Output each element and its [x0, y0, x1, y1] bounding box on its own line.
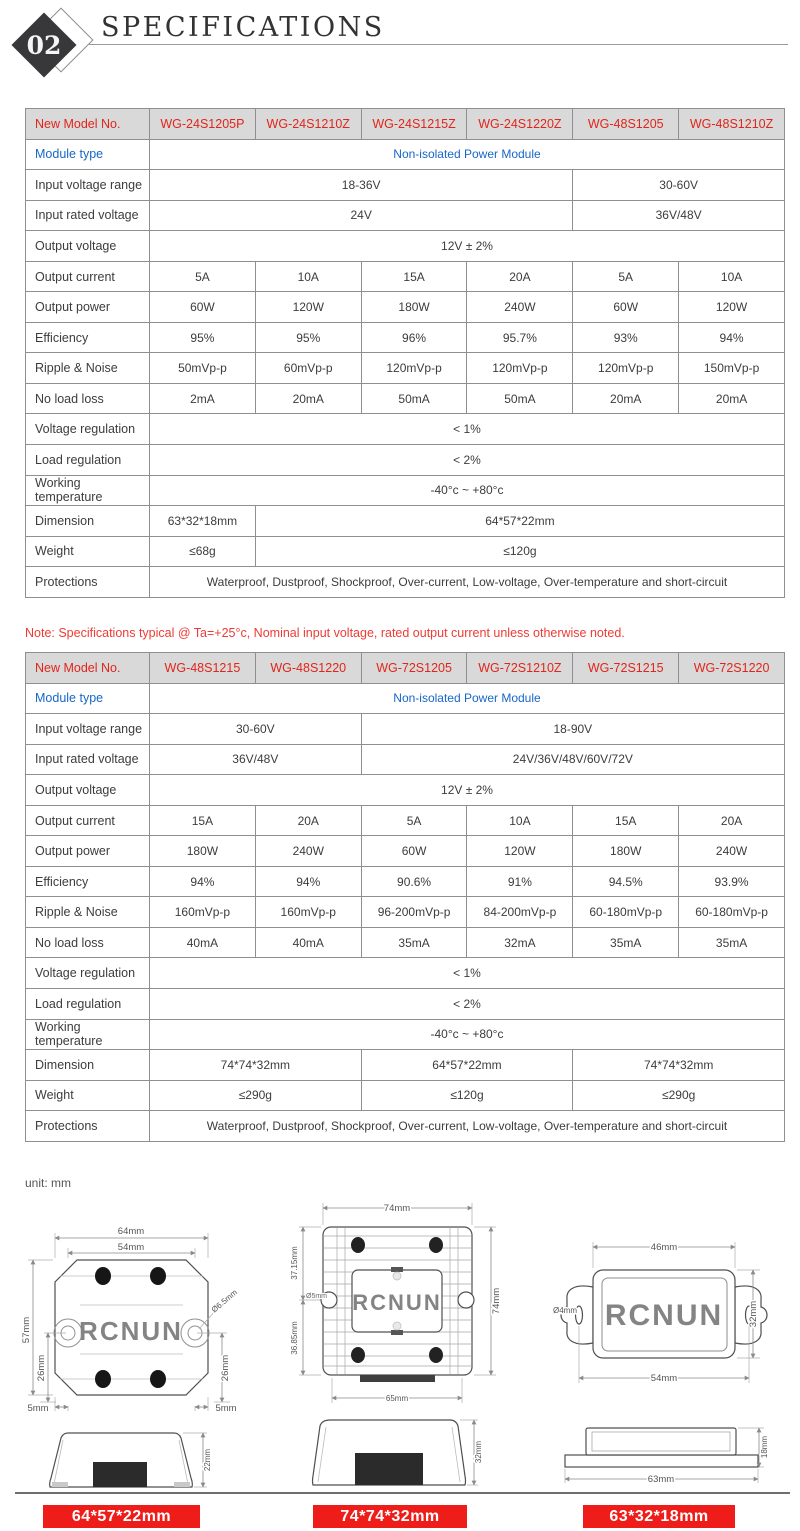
side-view-64x57x22: [50, 1433, 212, 1487]
spec-row: [26, 1050, 785, 1081]
spec-value: Non-isolated Power Module: [150, 683, 785, 714]
spec-value: 63*32*18mm: [150, 506, 256, 537]
dim-label: 26mm: [36, 1354, 47, 1382]
model-name: WG-48S1215: [150, 653, 256, 684]
spec-value: 120W: [679, 292, 785, 323]
spec-value: 180W: [361, 292, 467, 323]
screw-dot: [429, 1237, 443, 1253]
spec-table-1: [25, 108, 785, 598]
spec-value: 5A: [361, 805, 467, 836]
row-label: Input rated voltage: [26, 200, 150, 231]
spec-value: 5A: [150, 261, 256, 292]
side-view-74x74x32: [313, 1420, 484, 1485]
connector-block: [355, 1453, 423, 1485]
spec-row: [26, 1080, 785, 1111]
spec-value: 160mVp-p: [255, 897, 361, 928]
mount-hole: [458, 1292, 474, 1308]
row-label: Input voltage range: [26, 714, 150, 745]
spec-row: [26, 897, 785, 928]
spec-value: 94.5%: [573, 866, 679, 897]
spec-value: 93%: [573, 322, 679, 353]
spec-value: 93.9%: [679, 866, 785, 897]
spec-value: 60-180mVp-p: [573, 897, 679, 928]
terminal-dot: [150, 1370, 166, 1388]
section-number: 02: [26, 30, 62, 60]
spec-value: 10A: [679, 261, 785, 292]
spec-row: [26, 927, 785, 958]
spec-value: 120mVp-p: [573, 353, 679, 384]
dim-label: 32mm: [474, 1440, 483, 1464]
row-label: Output power: [26, 836, 150, 867]
connector-bar: [360, 1375, 435, 1382]
spec-value: 36V/48V: [150, 744, 362, 775]
row-label: Module type: [26, 139, 150, 170]
spec-value: 50mA: [467, 383, 573, 414]
row-label: Efficiency: [26, 322, 150, 353]
spec-row: [26, 1019, 785, 1050]
dim-label: 54mm: [117, 1242, 145, 1253]
dim-label: Ø4mm: [553, 1306, 577, 1315]
dim-label: 22mm: [203, 1448, 212, 1472]
spec-table-2: [25, 652, 785, 1142]
spec-value: 36V/48V: [573, 200, 785, 231]
spec-value: 74*74*32mm: [150, 1050, 362, 1081]
spec-value: 96%: [361, 322, 467, 353]
row-label: Weight: [26, 536, 150, 567]
spec-value: 60W: [150, 292, 256, 323]
model-name: WG-48S1210Z: [679, 109, 785, 140]
dim-label: 36.85mm: [290, 1321, 299, 1355]
terminal-dot: [95, 1370, 111, 1388]
row-label: Voltage regulation: [26, 414, 150, 445]
spec-row: [26, 744, 785, 775]
spec-value: 160mVp-p: [150, 897, 256, 928]
model-header-label: New Model No.: [26, 653, 150, 684]
rcnun-logo-text: RCNUN: [79, 1316, 183, 1346]
spec-value: 60W: [573, 292, 679, 323]
spec-value: 50mA: [361, 383, 467, 414]
spec-value: 40mA: [255, 927, 361, 958]
spec-value: 24V: [150, 200, 573, 231]
page-title: SPECIFICATIONS: [101, 12, 385, 43]
terminal-dot: [95, 1267, 111, 1285]
unit-label: unit: mm: [25, 1176, 72, 1190]
spec-row: [26, 567, 785, 598]
drawing-top-view-64x57: [21, 1226, 239, 1414]
spec-value: 40mA: [150, 927, 256, 958]
row-label: Efficiency: [26, 866, 150, 897]
spec-value: 18-36V: [150, 170, 573, 201]
spec-row: [26, 322, 785, 353]
spec-value: 91%: [467, 866, 573, 897]
spec-value: 20mA: [255, 383, 361, 414]
spec-value: 60-180mVp-p: [679, 897, 785, 928]
spec-value: 15A: [573, 805, 679, 836]
row-label: Ripple & Noise: [26, 353, 150, 384]
spec-value: < 2%: [150, 445, 785, 476]
dim-label: 65mm: [385, 1394, 409, 1403]
spec-value: 10A: [255, 261, 361, 292]
spec-value: 90.6%: [361, 866, 467, 897]
dim-label: 57mm: [21, 1316, 32, 1344]
model-name: WG-48S1205: [573, 109, 679, 140]
dim-label: 5mm: [215, 1403, 237, 1414]
dim-label: 18mm: [760, 1435, 769, 1459]
row-label: Ripple & Noise: [26, 897, 150, 928]
row-label: Load regulation: [26, 445, 150, 476]
spec-value: 50mVp-p: [150, 353, 256, 384]
spec-row: [26, 989, 785, 1020]
spec-row: [26, 958, 785, 989]
size-badge-74x74x32: 74*74*32mm: [313, 1505, 467, 1528]
spec-value: 12V ± 2%: [150, 775, 785, 806]
row-label: Dimension: [26, 506, 150, 537]
spec-row: [26, 383, 785, 414]
row-label: Module type: [26, 683, 150, 714]
row-label: No load loss: [26, 383, 150, 414]
spec-value: 18-90V: [361, 714, 784, 745]
dim-label: Ø5mm: [306, 1293, 327, 1300]
dim-label: 63mm: [647, 1474, 675, 1485]
spec-value: 30-60V: [573, 170, 785, 201]
spec-value: 20A: [467, 261, 573, 292]
model-name: WG-24S1220Z: [467, 109, 573, 140]
model-name: WG-24S1210Z: [255, 109, 361, 140]
screw-dot: [351, 1237, 365, 1253]
row-label: Input voltage range: [26, 170, 150, 201]
rcnun-logo-text: RCNUN: [604, 1299, 724, 1332]
spec-value: Non-isolated Power Module: [150, 139, 785, 170]
spec-value: ≤120g: [255, 536, 784, 567]
row-label: Output voltage: [26, 231, 150, 262]
spec-value: 84-200mVp-p: [467, 897, 573, 928]
spec-value: 20A: [679, 805, 785, 836]
rcnun-logo-text: RCNUN: [352, 1290, 442, 1315]
spec-value: 64*57*22mm: [361, 1050, 573, 1081]
spec-row: [26, 353, 785, 384]
model-name: WG-24S1205P: [150, 109, 256, 140]
spec-value: 35mA: [679, 927, 785, 958]
spec-row: [26, 231, 785, 262]
dimension-drawings: [0, 1170, 800, 1531]
row-label: Input rated voltage: [26, 744, 150, 775]
spec-value: 35mA: [573, 927, 679, 958]
header-rule: [88, 44, 788, 45]
spec-row: [26, 683, 785, 714]
spec-row: [26, 536, 785, 567]
spec-value: -40°c ~ +80°c: [150, 475, 785, 506]
screw-dot: [351, 1347, 365, 1363]
spec-row: [26, 506, 785, 537]
spec-row: [26, 445, 785, 476]
size-badge-64x57x22: 64*57*22mm: [43, 1505, 200, 1528]
row-label: Voltage regulation: [26, 958, 150, 989]
dim-label: 74mm: [491, 1287, 502, 1315]
spec-value: 15A: [150, 805, 256, 836]
spec-value: 60W: [361, 836, 467, 867]
dim-label: 74mm: [383, 1203, 411, 1214]
model-header-row: [26, 653, 785, 684]
spec-row: [26, 775, 785, 806]
dim-label: 32mm: [748, 1300, 759, 1328]
row-label: Protections: [26, 567, 150, 598]
spec-value: 74*74*32mm: [573, 1050, 785, 1081]
spec-value: 24V/36V/48V/60V/72V: [361, 744, 784, 775]
spec-row: [26, 261, 785, 292]
spec-row: [26, 475, 785, 506]
row-label: Working temperature: [26, 1019, 150, 1050]
row-label: Output power: [26, 292, 150, 323]
spec-value: 10A: [467, 805, 573, 836]
drawing-top-view-74x74: [290, 1203, 502, 1403]
dim-label: 46mm: [650, 1242, 678, 1253]
spec-value: 35mA: [361, 927, 467, 958]
spec-value: 20mA: [573, 383, 679, 414]
model-header-row: [26, 109, 785, 140]
spec-row: [26, 292, 785, 323]
spec-value: ≤290g: [150, 1080, 362, 1111]
row-label: Output current: [26, 261, 150, 292]
spec-value: 95%: [255, 322, 361, 353]
spec-value: 20A: [255, 805, 361, 836]
dim-label: 37.15mm: [290, 1246, 299, 1280]
spec-value: 30-60V: [150, 714, 362, 745]
row-label: No load loss: [26, 927, 150, 958]
spec-value: 5A: [573, 261, 679, 292]
spec-value: 120mVp-p: [361, 353, 467, 384]
spec-value: 32mA: [467, 927, 573, 958]
spec-value: 95%: [150, 322, 256, 353]
spec-value: ≤68g: [150, 536, 256, 567]
dim-label: 64mm: [117, 1226, 145, 1237]
row-label: Output current: [26, 805, 150, 836]
model-name: WG-24S1215Z: [361, 109, 467, 140]
spec-value: 240W: [467, 292, 573, 323]
row-label: Weight: [26, 1080, 150, 1111]
model-header-label: New Model No.: [26, 109, 150, 140]
spec-row: [26, 414, 785, 445]
spec-value: 95.7%: [467, 322, 573, 353]
spec-note: Note: Specifications typical @ Ta=+25°c, Nominal input voltage, rated output current unless otherwise noted.: [25, 626, 625, 640]
spec-row: [26, 805, 785, 836]
spec-value: < 1%: [150, 414, 785, 445]
spec-value: ≤290g: [573, 1080, 785, 1111]
model-name: WG-72S1220: [679, 653, 785, 684]
spec-value: 20mA: [679, 383, 785, 414]
spec-value: 120mVp-p: [467, 353, 573, 384]
connector-block: [93, 1462, 147, 1487]
spec-row: [26, 714, 785, 745]
spec-value: 180W: [150, 836, 256, 867]
spec-value: 64*57*22mm: [255, 506, 784, 537]
spec-value: Waterproof, Dustproof, Shockproof, Over-current, Low-voltage, Over-temperature and short-circuit: [150, 567, 785, 598]
spec-value: Waterproof, Dustproof, Shockproof, Over-current, Low-voltage, Over-temperature and short-circuit: [150, 1111, 785, 1142]
model-name: WG-72S1210Z: [467, 653, 573, 684]
spec-value: 60mVp-p: [255, 353, 361, 384]
dim-label: 54mm: [650, 1373, 678, 1384]
row-label: Protections: [26, 1111, 150, 1142]
spec-value: 15A: [361, 261, 467, 292]
spec-value: 150mVp-p: [679, 353, 785, 384]
dim-label: 5mm: [27, 1403, 49, 1414]
spec-row: [26, 836, 785, 867]
spec-row: [26, 200, 785, 231]
spec-value: < 1%: [150, 958, 785, 989]
spec-row: [26, 866, 785, 897]
spec-value: 94%: [150, 866, 256, 897]
spec-value: 240W: [679, 836, 785, 867]
spec-value: -40°c ~ +80°c: [150, 1019, 785, 1050]
screw-dot: [429, 1347, 443, 1363]
spec-value: 120W: [467, 836, 573, 867]
spec-value: 96-200mVp-p: [361, 897, 467, 928]
spec-value: 12V ± 2%: [150, 231, 785, 262]
row-label: Output voltage: [26, 775, 150, 806]
row-label: Working temperature: [26, 475, 150, 506]
model-name: WG-72S1215: [573, 653, 679, 684]
spec-value: 2mA: [150, 383, 256, 414]
spec-row: [26, 1111, 785, 1142]
spec-value: < 2%: [150, 989, 785, 1020]
spec-row: [26, 139, 785, 170]
spec-value: ≤120g: [361, 1080, 573, 1111]
terminal-dot: [150, 1267, 166, 1285]
model-name: WG-48S1220: [255, 653, 361, 684]
model-name: WG-72S1205: [361, 653, 467, 684]
dim-label: 26mm: [220, 1354, 231, 1382]
drawing-top-view-63x32: [553, 1242, 767, 1384]
row-label: Dimension: [26, 1050, 150, 1081]
row-label: Load regulation: [26, 989, 150, 1020]
side-view-63x32x18: [565, 1428, 769, 1485]
spec-value: 240W: [255, 836, 361, 867]
spec-row: [26, 170, 785, 201]
spec-value: 180W: [573, 836, 679, 867]
size-badge-63x32x18: 63*32*18mm: [583, 1505, 735, 1528]
spec-value: 120W: [255, 292, 361, 323]
spec-value: 94%: [679, 322, 785, 353]
dim-label: Ø6.5mm: [209, 1287, 240, 1315]
spec-value: 94%: [255, 866, 361, 897]
